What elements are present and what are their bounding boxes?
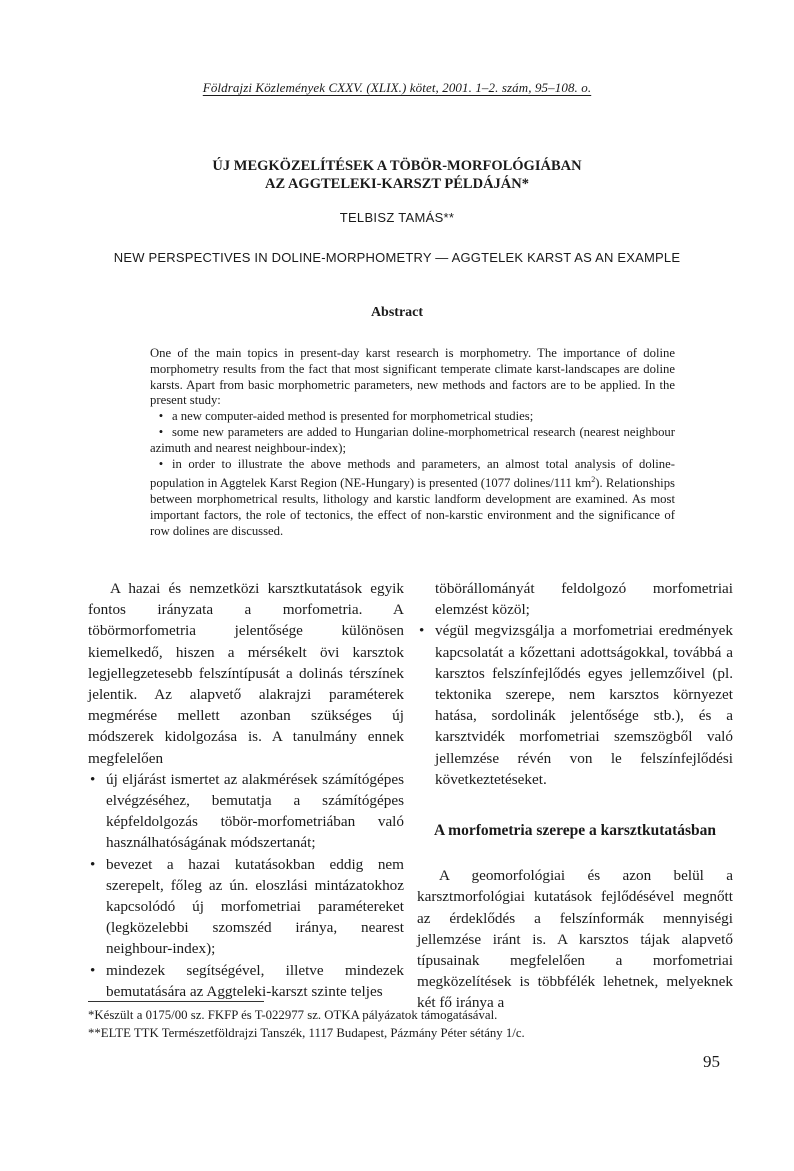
- abstract-bullet-3: [150, 457, 675, 540]
- abstract-heading: Abstract: [370, 305, 424, 320]
- footnotes: [88, 1007, 708, 1042]
- bullet-icon: •: [158, 424, 164, 439]
- abstract-bullet-3-text-a: in order to illustrate the above methods and parameters, an almost total analysis of doline-population in Aggtelek Karst Region (NE-Hungary) is presented (1077 dolines/111 km: [150, 456, 675, 491]
- running-head: [0, 80, 794, 96]
- abstract-bullet-1: [150, 409, 675, 425]
- abstract-bullet-2-text: some new parameters are added to Hungarian doline-morphometrical research (nearest neighbour azimuth and nearest neighbour-index);: [150, 424, 675, 455]
- abstract-bullet-3-text-b: ). Relationships between morphometrical results, lithology and karstic landform development are examined. As most important factors, the role of tectonics, the effect of non-karstic environment and the significance of row dolines are discussed.: [150, 476, 675, 538]
- bullet-icon: •: [158, 456, 164, 471]
- footnote-1: *Készült a 0175/00 sz. FKFP és T-022977 sz. OTKA pályázatok támogatásával.: [88, 1008, 498, 1022]
- abstract-bullet-2: [150, 425, 675, 457]
- author-name: TELBISZ TAMÁS**: [339, 210, 455, 225]
- abstract-bullet-1-text: a new computer-aided method is presented for morphometrical studies;: [172, 409, 534, 424]
- list-item: • új eljárást ismertet az alakmérések számítógépes elvégzéséhez, bemutatja a számítógépes képfeldolgozás töbör-morfometriában való használhatóságának módszertanát;: [88, 769, 404, 854]
- body-column-right: [417, 578, 733, 1014]
- superscript: 2: [591, 475, 596, 485]
- section-heading: A morfometria szerepe a karsztkutatásban: [433, 822, 717, 840]
- footnote-2: **ELTE TTK Természetföldrajzi Tanszék, 1117 Budapest, Pázmány Péter sétány 1/c.: [88, 1025, 525, 1040]
- page-number: 95: [703, 1052, 720, 1071]
- footnote-rule: [88, 1001, 264, 1002]
- abstract-body: [150, 346, 675, 540]
- body-paragraph: A geomorfológiai és azon belül a karsztmorfológiai kutatások fejlődésével megnőtt az érdeklődés a felszínformák mennyiségi jellemzése iránt is. A karsztos tájak alapvető típusainak megfelelően a morfometriai megközelítések is többfélék lehetnek, melyeknek két fő iránya a: [417, 867, 733, 1012]
- list-item: • végül megvizsgálja a morfometriai eredmények kapcsolatát a kőzettani adottságokkal, továbbá a karsztos felszínfejlődés egyes jellemzőivel (pl. tektonika szerepe, nem karsztos környezet hatása, sordolinák jelentősége stb.), és a karsztvidék morfometriai szemszögből való jellemzése révén von le felszínfejlődési következtetéseket.: [417, 620, 733, 790]
- bullet-icon: •: [158, 409, 164, 424]
- body-bullet-list: [88, 769, 404, 1002]
- title-line-1: ÚJ MEGKÖZELÍTÉSEK A TÖBÖR-MORFOLÓGIÁBAN: [212, 158, 582, 174]
- running-head-text: Földrajzi Közlemények CXXV. (XLIX.) kötet, 2001. 1–2. szám, 95–108. o.: [202, 80, 592, 95]
- abstract-intro: One of the main topics in present-day karst research is morphometry. The importance of doline morphometry results from the fact that most significant temperate climate karst-landscapes are doline karsts. Apart from basic morphometric parameters, new methods and factors are to be applied. In the present study:: [150, 346, 675, 408]
- body-bullet-list: [417, 620, 733, 790]
- english-title: NEW PERSPECTIVES IN DOLINE-MORPHOMETRY — AGGTELEK KARST AS AN EXAMPLE: [113, 250, 681, 265]
- title-line-2: AZ AGGTELEKI-KARSZT PÉLDÁJÁN*: [264, 176, 529, 192]
- list-item: • mindezek segítségével, illetve mindezek bemutatására az Aggteleki-karszt szinte teljes: [88, 960, 404, 1002]
- body-column-left: [88, 578, 404, 1002]
- list-item-continuation: töbörállományát feldolgozó morfometriai elemzést közöl;: [435, 580, 733, 619]
- list-item: • bevezet a hazai kutatásokban eddig nem szerepelt, főleg az ún. eloszlási mintázatokhoz kapcsolódó új morfometriai paramétereket (legközelebbi szomszéd iránya, nearest neighbour-index);: [88, 854, 404, 960]
- body-paragraph: A hazai és nemzetközi karsztkutatások egyik fontos irányzata a morfometria. A töbörmorfometria jelentősége különösen kiemelkedő, hiszen a mérsékelt övi karsztok legjellegzetesebb felszíntípusát a dolinás térszínek jelentik. Az alapvető alakrajzi paraméterek megmérése mellett azonban szükséges új módszerek kidolgozása is. A tanulmány ennek megfelelően: [88, 580, 404, 767]
- article-title: [0, 157, 794, 193]
